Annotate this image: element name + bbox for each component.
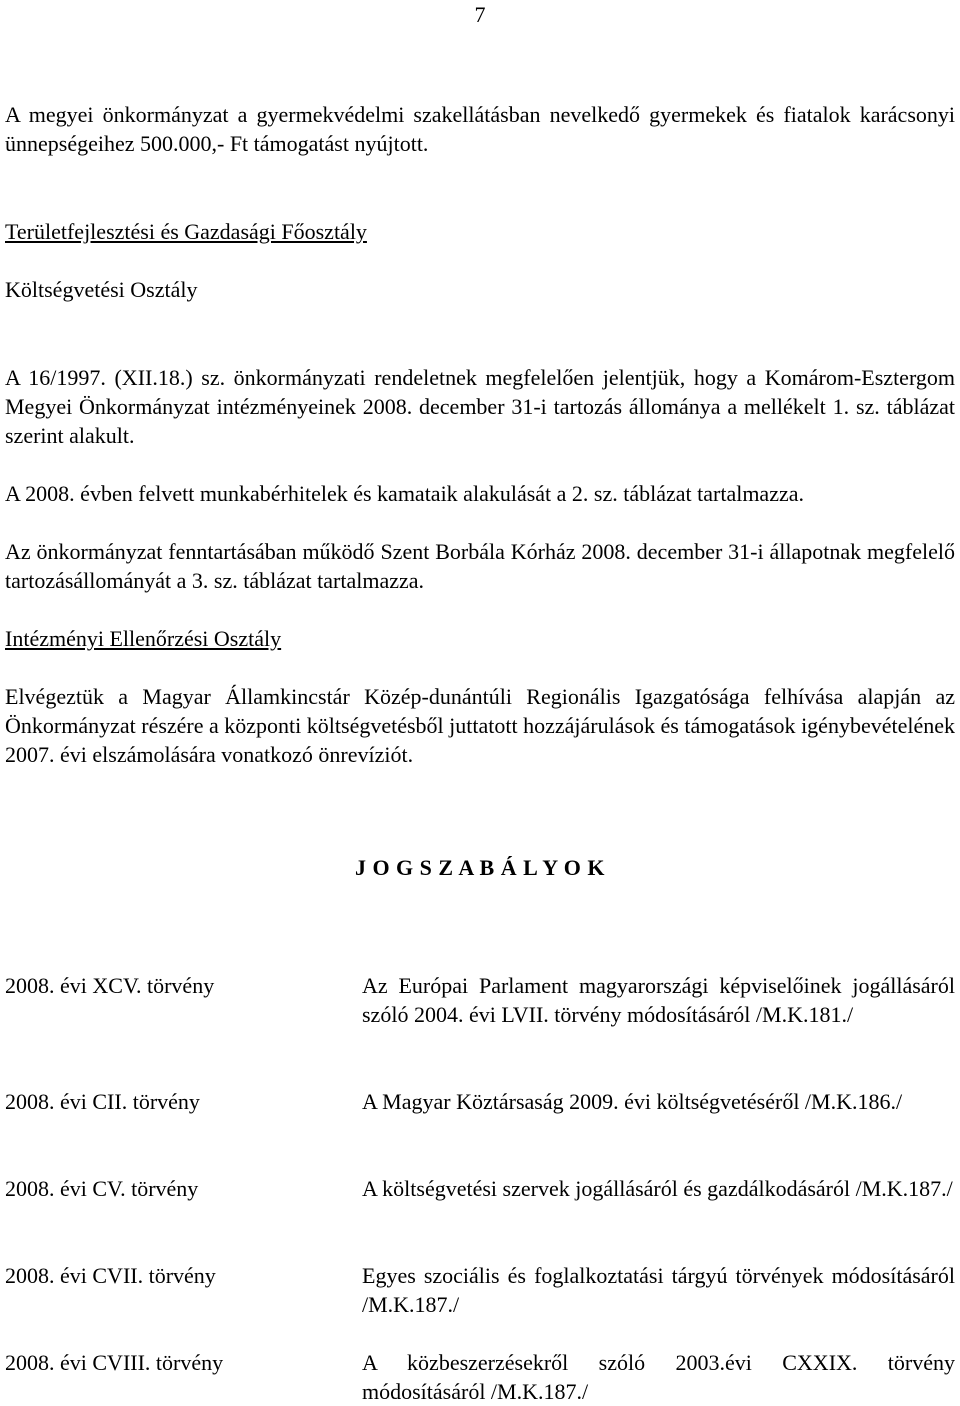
paragraph-wage-loans: A 2008. évben felvett munkabérhitelek és kamataik alakulását a 2. sz. táblázat tartalmazza. [5, 481, 804, 506]
law-description: Az Európai Parlament magyarországi képviselőinek jogállásáról szóló 2004. évi LVII. törvény módosításáról /M.K.181./ [362, 973, 955, 1027]
heading-dept-main: Területfejlesztési és Gazdasági Főosztály [5, 219, 367, 244]
heading-dept-audit: Intézményi Ellenőrzési Osztály [5, 626, 282, 651]
law-description: A közbeszerzésekről szóló 2003.évi CXXIX. törvény módosításáról /M.K.187./ [362, 1350, 955, 1404]
law-reference: 2008. évi CVII. törvény [5, 1263, 216, 1288]
law-reference: 2008. évi CII. törvény [5, 1089, 200, 1114]
law-description: A Magyar Köztársaság 2009. évi költségvetéséről /M.K.186./ [362, 1089, 903, 1114]
law-reference: 2008. évi CVIII. törvény [5, 1350, 224, 1375]
paragraph-hospital-debt: Az önkormányzat fenntartásában működő Szent Borbála Kórház 2008. december 31-i állapotnak megfelelő tartozásállományát a 3. sz. táblázat tartalmazza. [5, 539, 955, 593]
law-reference: 2008. évi CV. törvény [5, 1176, 199, 1201]
page-number: 7 [474, 2, 486, 27]
paragraph-self-audit: Elvégeztük a Magyar Államkincstár Közép-dunántúli Regionális Igazgatósága felhívása alapján az Önkormányzat részére a központi költségvetésből juttatott hozzájárulások és támogatások igénybevételének 2007. évi elszámolására vonatkozó önrevíziót. [5, 684, 955, 767]
paragraph-debt-report: A 16/1997. (XII.18.) sz. önkormányzati rendeletnek megfelelően jelentjük, hogy a Komárom-Esztergom Megyei Önkormányzat intézményeinek 2008. december 31-i tartozás állománya a mellékelt 1. sz. táblázat szerint alakult. [5, 365, 955, 448]
heading-dept-sub: Költségvetési Osztály [5, 277, 198, 302]
law-description: Egyes szociális és foglalkoztatási tárgyú törvények módosításáról /M.K.187./ [362, 1263, 955, 1317]
law-description: A költségvetési szervek jogállásáról és gazdálkodásáról /M.K.187./ [362, 1176, 953, 1201]
paragraph-christmas-support: A megyei önkormányzat a gyermekvédelmi szakellátásban nevelkedő gyermekek és fiatalok karácsonyi ünnepségeihez 500.000,- Ft támogatást nyújtott. [5, 102, 955, 156]
law-reference: 2008. évi XCV. törvény [5, 973, 215, 998]
section-title-laws: J O G S Z A B Á L Y O K [354, 855, 606, 880]
